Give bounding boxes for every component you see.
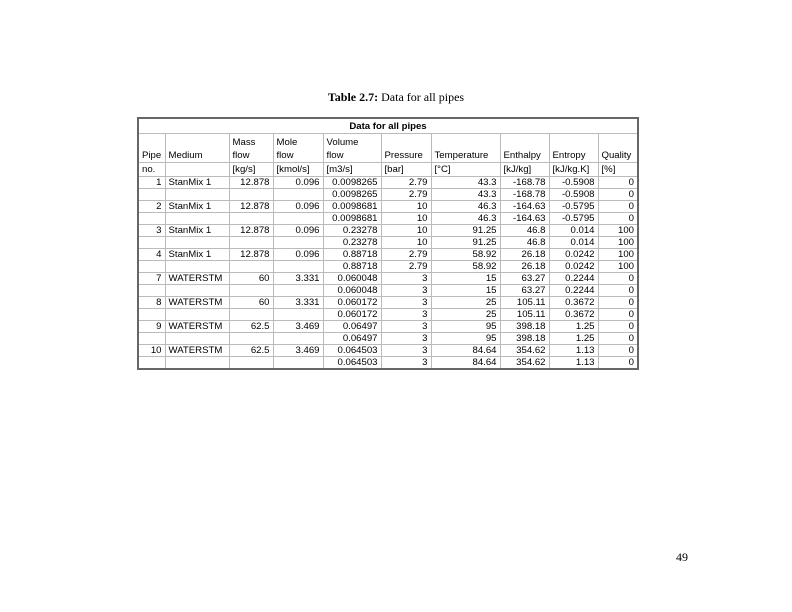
- table-row: [138, 297, 638, 309]
- table-cell: 0: [598, 201, 638, 213]
- unit-cell: [kJ/kg]: [500, 163, 549, 177]
- header-line-2: flow: [326, 150, 344, 161]
- table-cell: 3: [381, 333, 431, 345]
- table-cell: 105.11: [500, 309, 549, 321]
- unit-cell: [°C]: [431, 163, 500, 177]
- table-cell: 354.62: [500, 357, 549, 370]
- table-row: [138, 321, 638, 333]
- table-cell: [138, 213, 165, 225]
- header-line-2: flow: [232, 150, 250, 161]
- table-cell: -0.5908: [549, 177, 598, 189]
- header-line-1: [142, 136, 162, 149]
- table-cell: 1.13: [549, 357, 598, 370]
- table-cell: [229, 213, 273, 225]
- table-cell: 0.88718: [323, 249, 381, 261]
- table-cell: [138, 333, 165, 345]
- table-cell: [229, 357, 273, 370]
- table-cell: 3.331: [273, 297, 323, 309]
- table-cell: 398.18: [500, 333, 549, 345]
- table-cell: 10: [381, 213, 431, 225]
- column-header: [229, 134, 273, 163]
- units-row: [138, 163, 638, 177]
- table-cell: 3.469: [273, 345, 323, 357]
- unit-cell: [kJ/kg.K]: [549, 163, 598, 177]
- table-row: [138, 177, 638, 189]
- table-cell: 46.3: [431, 213, 500, 225]
- header-line-1: [504, 136, 546, 149]
- unit-cell: [%]: [598, 163, 638, 177]
- table-cell: [229, 261, 273, 273]
- table-cell: 0.096: [273, 177, 323, 189]
- table-cell: [138, 189, 165, 201]
- table-cell: 0.014: [549, 237, 598, 249]
- table-cell: 0.096: [273, 225, 323, 237]
- table-cell: 0.2244: [549, 285, 598, 297]
- table-cell: 10: [381, 237, 431, 249]
- table-cell: 100: [598, 237, 638, 249]
- table-cell: [273, 189, 323, 201]
- unit-cell: [kmol/s]: [273, 163, 323, 177]
- column-header: [500, 134, 549, 163]
- table-row: [138, 225, 638, 237]
- table-cell: -0.5908: [549, 189, 598, 201]
- table-cell: [229, 285, 273, 297]
- table-cell: [165, 261, 229, 273]
- table-cell: [165, 189, 229, 201]
- table-cell: 60: [229, 273, 273, 285]
- table-cell: 91.25: [431, 225, 500, 237]
- table-row: [138, 201, 638, 213]
- table-cell: 3.331: [273, 273, 323, 285]
- table-cell: [138, 357, 165, 370]
- table-cell: 0.23278: [323, 225, 381, 237]
- table-cell: 46.8: [500, 225, 549, 237]
- table-cell: StanMix 1: [165, 249, 229, 261]
- table-cell: 15: [431, 285, 500, 297]
- table-cell: 25: [431, 297, 500, 309]
- table-cell: [138, 285, 165, 297]
- table-cell: 0.0242: [549, 249, 598, 261]
- column-header: [323, 134, 381, 163]
- table-cell: 12.878: [229, 225, 273, 237]
- table-cell: 91.25: [431, 237, 500, 249]
- table-cell: 62.5: [229, 345, 273, 357]
- table-cell: 2: [138, 201, 165, 213]
- table-cell: 0: [598, 345, 638, 357]
- table-cell: -164.63: [500, 201, 549, 213]
- table-cell: -164.63: [500, 213, 549, 225]
- table-cell: 12.878: [229, 201, 273, 213]
- header-line-1: [169, 136, 226, 149]
- table-cell: 0: [598, 189, 638, 201]
- table-cell: 3: [381, 273, 431, 285]
- table-cell: 2.79: [381, 261, 431, 273]
- table-cell: 60: [229, 297, 273, 309]
- table-cell: 0: [598, 297, 638, 309]
- header-line-2: Quality: [601, 150, 632, 161]
- table-cell: WATERSTM: [165, 345, 229, 357]
- table-row: [138, 249, 638, 261]
- table-cell: 12.878: [229, 249, 273, 261]
- table-cell: 0: [598, 357, 638, 370]
- table-cell: 26.18: [500, 261, 549, 273]
- table-cell: 354.62: [500, 345, 549, 357]
- table-cell: 0: [598, 213, 638, 225]
- table-row: [138, 357, 638, 370]
- table-row: [138, 213, 638, 225]
- unit-cell: [m3/s]: [323, 163, 381, 177]
- table-cell: 0.060048: [323, 273, 381, 285]
- table-cell: 0: [598, 285, 638, 297]
- table-cell: 398.18: [500, 321, 549, 333]
- header-line-2: Pressure: [384, 150, 423, 161]
- table-cell: [273, 309, 323, 321]
- table-cell: 2.79: [381, 189, 431, 201]
- table-cell: 46.8: [500, 237, 549, 249]
- table-cell: [138, 261, 165, 273]
- table-cell: 0.0098265: [323, 177, 381, 189]
- table-cell: 0: [598, 309, 638, 321]
- table-cell: 12.878: [229, 177, 273, 189]
- header-line-2: Entropy: [552, 150, 586, 161]
- table-cell: 0.064503: [323, 357, 381, 370]
- table-cell: 0.3672: [549, 297, 598, 309]
- table-cell: 100: [598, 261, 638, 273]
- table-cell: 100: [598, 225, 638, 237]
- column-header: [165, 134, 229, 163]
- table-cell: 2.79: [381, 249, 431, 261]
- column-header: [431, 134, 500, 163]
- unit-cell: [165, 163, 229, 177]
- header-line-1: Mole: [276, 137, 298, 148]
- table-cell: [165, 237, 229, 249]
- table-cell: 0: [598, 177, 638, 189]
- table-cell: 1.13: [549, 345, 598, 357]
- table-cell: 2.79: [381, 177, 431, 189]
- table-cell: 0.060048: [323, 285, 381, 297]
- table-cell: 84.64: [431, 357, 500, 370]
- column-header: [273, 134, 323, 163]
- table-row: [138, 285, 638, 297]
- table-cell: 43.3: [431, 189, 500, 201]
- table-row: [138, 333, 638, 345]
- table-row: [138, 345, 638, 357]
- column-header: [381, 134, 431, 163]
- table-cell: 0.060172: [323, 297, 381, 309]
- table-cell: 3: [381, 345, 431, 357]
- page-number: 49: [676, 550, 688, 564]
- table-cell: 0.060172: [323, 309, 381, 321]
- header-line-2: Temperature: [434, 150, 489, 161]
- table-cell: WATERSTM: [165, 321, 229, 333]
- table-cell: 10: [138, 345, 165, 357]
- table-cell: 10: [381, 225, 431, 237]
- table-cell: 62.5: [229, 321, 273, 333]
- table-cell: 3: [381, 285, 431, 297]
- table-cell: 15: [431, 273, 500, 285]
- header-line-1: [435, 136, 497, 149]
- unit-cell: [kg/s]: [229, 163, 273, 177]
- header-line-1: [553, 136, 595, 149]
- table-cell: [229, 309, 273, 321]
- column-header: [598, 134, 638, 163]
- header-row: [138, 134, 638, 163]
- table-cell: 84.64: [431, 345, 500, 357]
- table-cell: 63.27: [500, 273, 549, 285]
- table-cell: [273, 285, 323, 297]
- table-row: [138, 237, 638, 249]
- table-cell: 26.18: [500, 249, 549, 261]
- table-cell: 95: [431, 333, 500, 345]
- table-cell: 0.096: [273, 201, 323, 213]
- table-cell: 0.88718: [323, 261, 381, 273]
- table-cell: 0.0242: [549, 261, 598, 273]
- table-cell: StanMix 1: [165, 177, 229, 189]
- table-cell: StanMix 1: [165, 201, 229, 213]
- table-cell: 1.25: [549, 333, 598, 345]
- table-cell: 0: [598, 333, 638, 345]
- table-title: Data for all pipes: [138, 118, 638, 134]
- table-cell: 43.3: [431, 177, 500, 189]
- table-cell: 3: [381, 357, 431, 370]
- table-cell: -168.78: [500, 177, 549, 189]
- table-cell: 3: [381, 321, 431, 333]
- table-cell: 1.25: [549, 321, 598, 333]
- table-cell: -0.5795: [549, 213, 598, 225]
- table-cell: 0.3672: [549, 309, 598, 321]
- table-cell: 3: [138, 225, 165, 237]
- header-line-2: Enthalpy: [503, 150, 541, 161]
- table-cell: 58.92: [431, 249, 500, 261]
- table-cell: 3: [381, 297, 431, 309]
- table-cell: 0.06497: [323, 321, 381, 333]
- table-row: [138, 273, 638, 285]
- table-cell: [229, 333, 273, 345]
- table-cell: StanMix 1: [165, 225, 229, 237]
- table-cell: 0.096: [273, 249, 323, 261]
- header-line-2: flow: [276, 150, 294, 161]
- table-cell: 0.23278: [323, 237, 381, 249]
- table-cell: 3: [381, 309, 431, 321]
- table-cell: [165, 213, 229, 225]
- table-cell: 10: [381, 201, 431, 213]
- table-cell: [273, 237, 323, 249]
- table-cell: 63.27: [500, 285, 549, 297]
- table-caption: [0, 90, 792, 105]
- header-line-1: Mass: [232, 137, 256, 148]
- table-cell: -0.5795: [549, 201, 598, 213]
- header-line-1: [602, 136, 635, 149]
- table-cell: 9: [138, 321, 165, 333]
- caption-text: Data for all pipes: [378, 90, 465, 104]
- table-cell: 0.0098681: [323, 201, 381, 213]
- table-cell: 95: [431, 321, 500, 333]
- table-cell: [165, 285, 229, 297]
- table-cell: 3.469: [273, 321, 323, 333]
- table-row: [138, 189, 638, 201]
- table-row: [138, 261, 638, 273]
- table-cell: 4: [138, 249, 165, 261]
- table-cell: 58.92: [431, 261, 500, 273]
- table-cell: 0.0098265: [323, 189, 381, 201]
- table-cell: [138, 237, 165, 249]
- table-cell: [165, 357, 229, 370]
- header-line-1: Volume: [326, 137, 359, 148]
- column-header: [549, 134, 598, 163]
- table-cell: [273, 261, 323, 273]
- table-cell: 0.064503: [323, 345, 381, 357]
- table-cell: 8: [138, 297, 165, 309]
- unit-cell: no.: [138, 163, 165, 177]
- table-cell: [229, 237, 273, 249]
- table-cell: 7: [138, 273, 165, 285]
- caption-label: Table 2.7:: [327, 90, 379, 104]
- table-cell: [273, 333, 323, 345]
- table-cell: 0: [598, 321, 638, 333]
- table-cell: 105.11: [500, 297, 549, 309]
- table-cell: WATERSTM: [165, 297, 229, 309]
- header-line-1: [385, 136, 428, 149]
- table-cell: 25: [431, 309, 500, 321]
- table-cell: 0.0098681: [323, 213, 381, 225]
- table-cell: [138, 309, 165, 321]
- header-line-2: Pipe: [142, 150, 162, 161]
- table-cell: 0.06497: [323, 333, 381, 345]
- table-cell: 0.2244: [549, 273, 598, 285]
- table-cell: [229, 189, 273, 201]
- table-cell: [165, 309, 229, 321]
- table-cell: 0: [598, 273, 638, 285]
- unit-cell: [bar]: [381, 163, 431, 177]
- table-cell: WATERSTM: [165, 273, 229, 285]
- table-row: [138, 309, 638, 321]
- column-header: [138, 134, 165, 163]
- table-cell: 46.3: [431, 201, 500, 213]
- table-cell: 0.014: [549, 225, 598, 237]
- pipes-data-table: [137, 117, 639, 370]
- header-line-2: Medium: [168, 150, 203, 161]
- table-cell: -168.78: [500, 189, 549, 201]
- table-cell: 100: [598, 249, 638, 261]
- table-cell: [273, 213, 323, 225]
- table-cell: [165, 333, 229, 345]
- table-cell: [273, 357, 323, 370]
- table-cell: 1: [138, 177, 165, 189]
